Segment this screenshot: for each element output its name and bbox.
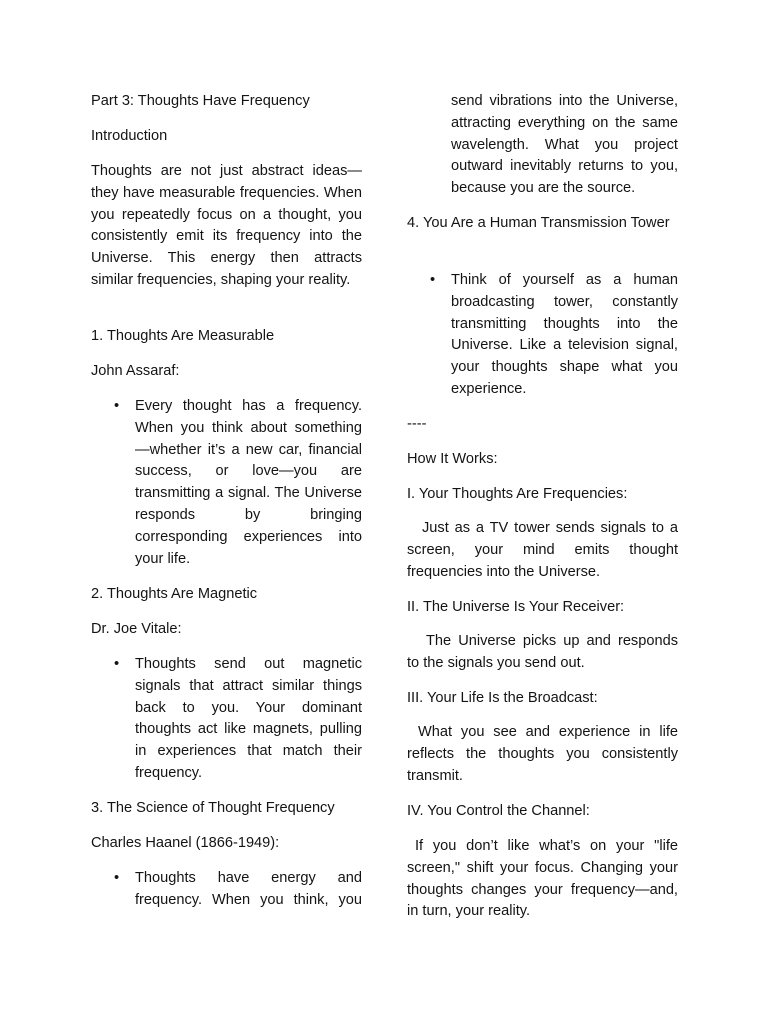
section-1-heading: 1. Thoughts Are Measurable bbox=[91, 328, 275, 344]
list-item bbox=[91, 396, 362, 570]
list-item bbox=[91, 868, 362, 912]
section-3-bullet-list bbox=[91, 868, 362, 912]
step-1-text: Just as a TV tower sends signals to a screen, your mind emits thought frequencies into the Universe. bbox=[407, 520, 678, 580]
section-2-bullet-text: Thoughts send out magnetic signals that attract similar things back to you. Your dominant thoughts act like magnets, pulling in experiences that match their frequency. bbox=[135, 656, 362, 781]
section-3-bullet-text: Thoughts have energy and frequency. When you think, you bbox=[135, 870, 362, 908]
section-2-bullet-list bbox=[91, 654, 362, 785]
separator: ---- bbox=[407, 416, 427, 432]
section-2-heading: 2. Thoughts Are Magnetic bbox=[91, 586, 258, 602]
section-3-heading: 3. The Science of Thought Frequency bbox=[91, 800, 335, 816]
step-2-heading: II. The Universe Is Your Receiver: bbox=[407, 599, 625, 615]
intro-heading: Introduction bbox=[91, 128, 168, 144]
section-4-bullet-text: Think of yourself as a human broadcasting tower, constantly transmitting thoughts into the Universe. Like a television signal, your thoughts shape what you experience. bbox=[451, 272, 678, 397]
section-3-author: Charles Haanel (1866-1949): bbox=[91, 835, 280, 851]
bullet-icon: • bbox=[114, 870, 120, 886]
section-1-bullet-list bbox=[91, 396, 362, 570]
list-item bbox=[91, 654, 362, 785]
section-4-heading: 4. You Are a Human Transmission Tower bbox=[407, 215, 670, 231]
section-1-author: John Assaraf: bbox=[91, 363, 180, 379]
section-2-author: Dr. Joe Vitale: bbox=[91, 621, 182, 637]
step-4-text: If you don’t like what’s on your "life screen," shift your focus. Changing your thoughts changes your frequency—and, in turn, your reality. bbox=[407, 838, 678, 920]
bullet-icon: • bbox=[114, 398, 120, 414]
step-3-text: What you see and experience in life reflects the thoughts you consistently transmit. bbox=[407, 724, 678, 784]
bullet-icon: • bbox=[114, 656, 120, 672]
step-2-text: The Universe picks up and responds to the signals you send out. bbox=[407, 633, 678, 671]
step-4-heading: IV. You Control the Channel: bbox=[407, 803, 590, 819]
step-3-heading: III. Your Life Is the Broadcast: bbox=[407, 690, 598, 706]
step-1-heading: I. Your Thoughts Are Frequencies: bbox=[407, 486, 628, 502]
section-1-bullet-text: Every thought has a frequency. When you think about something—whether it’s a new car, financial success, or love—you are transmitting a signal. The Universe responds by bringing corresponding experiences into your life. bbox=[135, 398, 362, 567]
intro-paragraph: Thoughts are not just abstract ideas—they have measurable frequencies. When you repeatedly focus on a thought, you consistently emit its frequency into the Universe. This energy then attracts similar frequencies, shaping your reality. bbox=[91, 163, 362, 288]
section-3-bullet-continuation: send vibrations into the Universe, attracting everything on the same wavelength. What you project outward inevitably returns to you, because you are the source. bbox=[451, 93, 678, 197]
bullet-icon: • bbox=[430, 272, 436, 288]
how-it-works-heading: How It Works: bbox=[407, 451, 498, 467]
section-4-bullet-list bbox=[407, 270, 678, 401]
part-title: Part 3: Thoughts Have Frequency bbox=[91, 93, 310, 109]
list-item bbox=[407, 270, 678, 401]
